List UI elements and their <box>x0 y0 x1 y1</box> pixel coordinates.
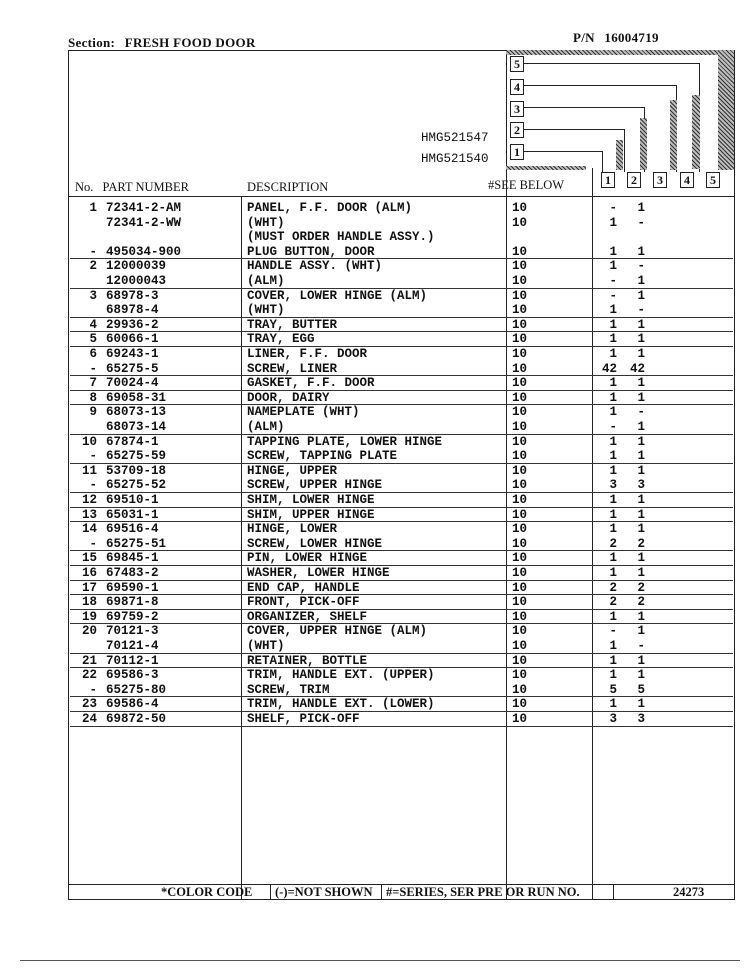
qty-col-label-5: 5 <box>706 172 720 188</box>
qty-col-2: 1 <box>637 668 645 683</box>
part-number: 65275-51 <box>106 536 167 551</box>
description: (WHT) <box>247 639 285 653</box>
footer-color-code: *COLOR CODE <box>161 885 253 899</box>
qty-col-2: 3 <box>637 712 645 726</box>
series-number: 10 <box>512 449 528 464</box>
part-number: 67874-1 <box>106 434 159 449</box>
footer-not-shown: (-)=NOT SHOWN <box>275 885 373 899</box>
table-row <box>0 464 750 479</box>
description: COVER, LOWER HINGE (ALM) <box>247 288 428 303</box>
part-number: 12000043 <box>106 274 167 288</box>
hatch-strip-5 <box>692 95 700 169</box>
description: RETAINER, BOTTLE <box>247 653 368 668</box>
part-number: 69759-2 <box>106 609 159 624</box>
table-row <box>0 537 750 552</box>
qty-col-2: 1 <box>637 551 645 566</box>
item-number: 23 <box>81 697 97 712</box>
qty-col-1: 1 <box>609 376 617 391</box>
series-box-1: 1 <box>510 144 524 160</box>
table-row <box>0 420 750 435</box>
qty-col-1: 1 <box>609 244 617 259</box>
description: HINGE, LOWER <box>247 522 338 537</box>
item-number: 1 <box>89 201 97 215</box>
item-number: 19 <box>81 609 97 624</box>
table-row <box>0 581 750 596</box>
series-number: 10 <box>512 463 528 478</box>
qty-col-2: 3 <box>637 478 645 493</box>
row-separator <box>70 726 733 727</box>
series-number: 10 <box>512 478 528 493</box>
qty-col-1: 5 <box>609 682 617 697</box>
qty-col-2: 1 <box>637 522 645 537</box>
series-number: 10 <box>512 420 528 434</box>
qty-col-1: - <box>609 420 617 434</box>
item-number: - <box>89 682 97 697</box>
table-row <box>0 376 750 391</box>
qty-col-2: 1 <box>637 463 645 478</box>
series-number: 10 <box>512 303 528 318</box>
table-row <box>0 478 750 493</box>
part-number: 65275-59 <box>106 449 167 464</box>
series-number: 10 <box>512 507 528 522</box>
qty-col-2: 2 <box>637 536 645 551</box>
table-row <box>0 639 750 654</box>
item-number: 21 <box>81 653 97 668</box>
hatch-strip-2 <box>616 140 623 170</box>
part-number: 69845-1 <box>106 551 159 566</box>
part-number: 69058-31 <box>106 390 167 405</box>
qty-col-label-1: 1 <box>601 172 615 188</box>
item-number: 9 <box>89 405 97 420</box>
footer-divider-1 <box>270 884 271 900</box>
item-number: 16 <box>81 566 97 580</box>
footer-divider-2 <box>381 884 382 900</box>
description: GASKET, F.F. DOOR <box>247 376 375 391</box>
series-number: 10 <box>512 580 528 595</box>
part-number: 69586-4 <box>106 697 159 712</box>
series-number: 10 <box>512 376 528 391</box>
description: HINGE, UPPER <box>247 463 338 478</box>
part-number: 69510-1 <box>106 493 159 507</box>
item-number: 12 <box>81 493 97 507</box>
table-row <box>0 610 750 625</box>
qty-col-2: 1 <box>637 609 645 624</box>
table-row <box>0 697 750 712</box>
item-number: - <box>89 478 97 493</box>
qty-col-2: 1 <box>637 493 645 507</box>
item-number: 24 <box>81 712 97 726</box>
table-row <box>0 216 750 231</box>
series-number: 10 <box>512 609 528 624</box>
series-number: 10 <box>512 347 528 361</box>
table-row <box>0 654 750 669</box>
part-number: 68978-4 <box>106 303 159 318</box>
item-number: 8 <box>89 390 97 405</box>
qty-col-1: 1 <box>609 668 617 683</box>
series-number: 10 <box>512 317 528 332</box>
part-number: 60066-1 <box>106 332 159 347</box>
item-number: 13 <box>81 507 97 522</box>
series-diagram-hatch-right <box>718 50 734 170</box>
description: COVER, UPPER HINGE (ALM) <box>247 624 428 639</box>
qty-col-1: 2 <box>609 580 617 595</box>
item-number: 22 <box>81 668 97 683</box>
series-number: 10 <box>512 653 528 668</box>
qty-col-1: - <box>609 624 617 639</box>
item-number: 18 <box>81 595 97 610</box>
part-number: 72341-2-WW <box>106 215 182 230</box>
description: NAMEPLATE (WHT) <box>247 405 360 420</box>
qty-col-2: - <box>637 259 645 274</box>
qty-col-2: 1 <box>637 244 645 259</box>
part-number: 29936-2 <box>106 317 159 332</box>
qty-col-2: 1 <box>637 201 645 215</box>
description: PLUG BUTTON, DOOR <box>247 244 375 259</box>
qty-col-1: 2 <box>609 595 617 610</box>
qty-col-2: 1 <box>637 449 645 464</box>
model-hmg521540: HMG521540 <box>421 152 489 166</box>
description: SCREW, TAPPING PLATE <box>247 449 398 464</box>
table-row <box>0 332 750 347</box>
part-number: 70121-4 <box>106 639 159 653</box>
qty-col-1: 42 <box>601 361 617 376</box>
series-number: 10 <box>512 259 528 274</box>
description: SCREW, LINER <box>247 361 338 376</box>
qty-col-2: 1 <box>637 566 645 580</box>
qty-col-1: 1 <box>609 332 617 347</box>
page-bottom-line <box>20 960 740 961</box>
series-number: 10 <box>512 332 528 347</box>
part-number: 68978-3 <box>106 288 159 303</box>
description: SHELF, PICK-OFF <box>247 712 360 726</box>
description: (MUST ORDER HANDLE ASSY.) <box>247 230 435 245</box>
description: SCREW, TRIM <box>247 682 330 697</box>
section-name: FRESH FOOD DOOR <box>124 35 256 50</box>
description: TRIM, HANDLE EXT. (UPPER) <box>247 668 435 683</box>
item-number: 14 <box>81 522 97 537</box>
series-number: 10 <box>512 274 528 288</box>
part-number: 69243-1 <box>106 347 159 361</box>
description: PIN, LOWER HINGE <box>247 551 368 566</box>
col-header-description: DESCRIPTION <box>247 180 329 194</box>
item-number: - <box>89 244 97 259</box>
table-row <box>0 303 750 318</box>
part-number: 12000039 <box>106 259 167 274</box>
table-row <box>0 391 750 406</box>
part-number: 69590-1 <box>106 580 159 595</box>
description: TRAY, BUTTER <box>247 317 338 332</box>
part-number: 53709-18 <box>106 463 167 478</box>
series-number: 10 <box>512 361 528 376</box>
qty-col-label-4: 4 <box>680 172 694 188</box>
part-number: 69872-50 <box>106 712 167 726</box>
series-box-5: 5 <box>510 56 524 72</box>
qty-col-2: 1 <box>637 274 645 288</box>
series-number: 10 <box>512 595 528 610</box>
qty-col-2: 1 <box>637 317 645 332</box>
description: SCREW, UPPER HINGE <box>247 478 383 493</box>
qty-col-1: - <box>609 201 617 215</box>
description: HANDLE ASSY. (WHT) <box>247 259 383 274</box>
part-number: 65275-80 <box>106 682 167 697</box>
item-number: - <box>89 449 97 464</box>
part-number: 72341-2-AM <box>106 201 182 215</box>
qty-col-2: 1 <box>637 434 645 449</box>
table-row <box>0 566 750 581</box>
part-number: 70024-4 <box>106 376 159 391</box>
col-header-see-below: #SEE BELOW <box>488 178 565 192</box>
item-number: 2 <box>89 259 97 274</box>
part-number: 69871-8 <box>106 595 159 610</box>
qty-col-1: 1 <box>609 347 617 361</box>
qty-col-1: 1 <box>609 317 617 332</box>
qty-col-1: 1 <box>609 449 617 464</box>
description: (ALM) <box>247 420 285 434</box>
part-number: 67483-2 <box>106 566 159 580</box>
qty-col-label-2: 2 <box>627 172 641 188</box>
table-row <box>0 668 750 683</box>
table-row <box>0 683 750 698</box>
col-header-no-part <box>75 180 189 195</box>
part-number: 70121-3 <box>106 624 159 639</box>
hatch-strip-4 <box>670 100 677 170</box>
part-number: 70112-1 <box>106 653 159 668</box>
qty-col-1: 3 <box>609 712 617 726</box>
table-row <box>0 508 750 523</box>
description: FRONT, PICK-OFF <box>247 595 360 610</box>
description: DOOR, DAIRY <box>247 390 330 405</box>
part-number: 495034-900 <box>106 244 182 259</box>
table-row <box>0 259 750 274</box>
qty-col-2: 42 <box>629 361 645 376</box>
qty-col-1: - <box>609 274 617 288</box>
series-number: 10 <box>512 434 528 449</box>
qty-col-1: 1 <box>609 463 617 478</box>
qty-col-1: - <box>609 288 617 303</box>
item-number: 3 <box>89 288 97 303</box>
description: PANEL, F.F. DOOR (ALM) <box>247 201 413 215</box>
part-number: 68073-13 <box>106 405 167 420</box>
qty-col-2: 2 <box>637 595 645 610</box>
qty-col-2: 5 <box>637 682 645 697</box>
qty-col-2: - <box>637 215 645 230</box>
qty-col-1: 1 <box>609 405 617 420</box>
qty-col-2: - <box>637 639 645 653</box>
series-box-3: 3 <box>510 101 524 117</box>
series-diagram-hatch-top <box>506 50 734 55</box>
table-row <box>0 289 750 304</box>
item-number: 7 <box>89 376 97 391</box>
qty-col-1: 1 <box>609 493 617 507</box>
table-row <box>0 551 750 566</box>
item-number: 6 <box>89 347 97 361</box>
pn-value: 16004719 <box>604 30 659 45</box>
series-number: 10 <box>512 215 528 230</box>
qty-col-2: 1 <box>637 332 645 347</box>
qty-col-2: 1 <box>637 624 645 639</box>
description: SCREW, LOWER HINGE <box>247 536 383 551</box>
qty-col-1: 1 <box>609 507 617 522</box>
qty-col-label-3: 3 <box>653 172 667 188</box>
part-number: 69516-4 <box>106 522 159 537</box>
series-number: 10 <box>512 244 528 259</box>
item-number: 15 <box>81 551 97 566</box>
part-number: 65275-52 <box>106 478 167 493</box>
series-number: 10 <box>512 201 528 215</box>
qty-col-2: 2 <box>637 580 645 595</box>
table-row <box>0 624 750 639</box>
col-header-no: No. <box>75 180 94 194</box>
table-row <box>0 201 750 216</box>
model-hmg521547: HMG521547 <box>421 131 489 145</box>
part-number: 69586-3 <box>106 668 159 683</box>
description: ORGANIZER, SHELF <box>247 609 368 624</box>
qty-col-2: 1 <box>637 347 645 361</box>
series-number: 10 <box>512 493 528 507</box>
qty-col-2: - <box>637 405 645 420</box>
qty-col-1: 1 <box>609 259 617 274</box>
series-number: 10 <box>512 288 528 303</box>
qty-col-1: 1 <box>609 390 617 405</box>
table-row <box>0 712 750 727</box>
qty-col-1: 1 <box>609 697 617 712</box>
header-separator <box>68 196 735 197</box>
item-number: 10 <box>81 434 97 449</box>
series-number: 10 <box>512 624 528 639</box>
series-number: 10 <box>512 712 528 726</box>
series-number: 10 <box>512 668 528 683</box>
item-number: - <box>89 361 97 376</box>
series-bracket-1 <box>524 151 603 172</box>
series-number: 10 <box>512 405 528 420</box>
qty-col-2: 1 <box>637 390 645 405</box>
hatch-strip-3 <box>640 118 647 170</box>
qty-col-1: 1 <box>609 522 617 537</box>
description: (ALM) <box>247 274 285 288</box>
item-number: 4 <box>89 317 97 332</box>
table-row <box>0 245 750 260</box>
qty-col-1: 1 <box>609 566 617 580</box>
qty-col-1: 2 <box>609 536 617 551</box>
series-number: 10 <box>512 566 528 580</box>
table-row <box>0 318 750 333</box>
qty-col-2: 1 <box>637 420 645 434</box>
footer-doc-number: 24273 <box>673 885 705 899</box>
qty-col-2: 1 <box>637 653 645 668</box>
table-row <box>0 405 750 420</box>
col-header-part-number: PART NUMBER <box>102 180 189 194</box>
qty-col-1: 1 <box>609 434 617 449</box>
description: TRAY, EGG <box>247 332 315 347</box>
description: TRIM, HANDLE EXT. (LOWER) <box>247 697 435 712</box>
series-number: 10 <box>512 522 528 537</box>
table-row <box>0 435 750 450</box>
item-number: - <box>89 536 97 551</box>
part-number: 68073-14 <box>106 420 167 434</box>
description: TAPPING PLATE, LOWER HINGE <box>247 434 443 449</box>
item-number: 5 <box>89 332 97 347</box>
series-number: 10 <box>512 697 528 712</box>
description: LINER, F.F. DOOR <box>247 347 368 361</box>
section-label <box>68 35 256 51</box>
table-row <box>0 230 750 245</box>
qty-col-1: 1 <box>609 609 617 624</box>
table-row <box>0 493 750 508</box>
description: SHIM, UPPER HINGE <box>247 507 375 522</box>
part-number: 65275-5 <box>106 361 159 376</box>
description: (WHT) <box>247 215 285 230</box>
item-number: 11 <box>81 463 97 478</box>
qty-col-2: 1 <box>637 507 645 522</box>
series-number: 10 <box>512 639 528 653</box>
qty-col-1: 1 <box>609 653 617 668</box>
series-box-2: 2 <box>510 122 524 138</box>
part-number-header <box>573 30 659 46</box>
table-row <box>0 522 750 537</box>
table-row <box>0 595 750 610</box>
qty-col-1: 1 <box>609 215 617 230</box>
item-number: 20 <box>81 624 97 639</box>
section-label-text: Section: <box>68 35 116 50</box>
qty-col-1: 1 <box>609 551 617 566</box>
qty-col-1: 1 <box>609 639 617 653</box>
table-row <box>0 449 750 464</box>
qty-col-2: 1 <box>637 697 645 712</box>
description: END CAP, HANDLE <box>247 580 360 595</box>
qty-col-1: 3 <box>609 478 617 493</box>
table-row <box>0 347 750 362</box>
item-number: 17 <box>81 580 97 595</box>
description: WASHER, LOWER HINGE <box>247 566 390 580</box>
footer-divider-3 <box>613 884 614 900</box>
series-box-4: 4 <box>510 79 524 95</box>
pn-label: P/N <box>573 30 595 45</box>
qty-col-2: - <box>637 303 645 318</box>
description: SHIM, LOWER HINGE <box>247 493 375 507</box>
qty-col-2: 1 <box>637 288 645 303</box>
series-number: 10 <box>512 682 528 697</box>
table-row <box>0 274 750 289</box>
footer-series-note: #=SERIES, SER PRE OR RUN NO. <box>386 885 580 899</box>
part-number: 65031-1 <box>106 507 159 522</box>
series-number: 10 <box>512 390 528 405</box>
series-number: 10 <box>512 536 528 551</box>
table-row <box>0 362 750 377</box>
description: (WHT) <box>247 303 285 318</box>
qty-col-1: 1 <box>609 303 617 318</box>
qty-col-2: 1 <box>637 376 645 391</box>
series-number: 10 <box>512 551 528 566</box>
